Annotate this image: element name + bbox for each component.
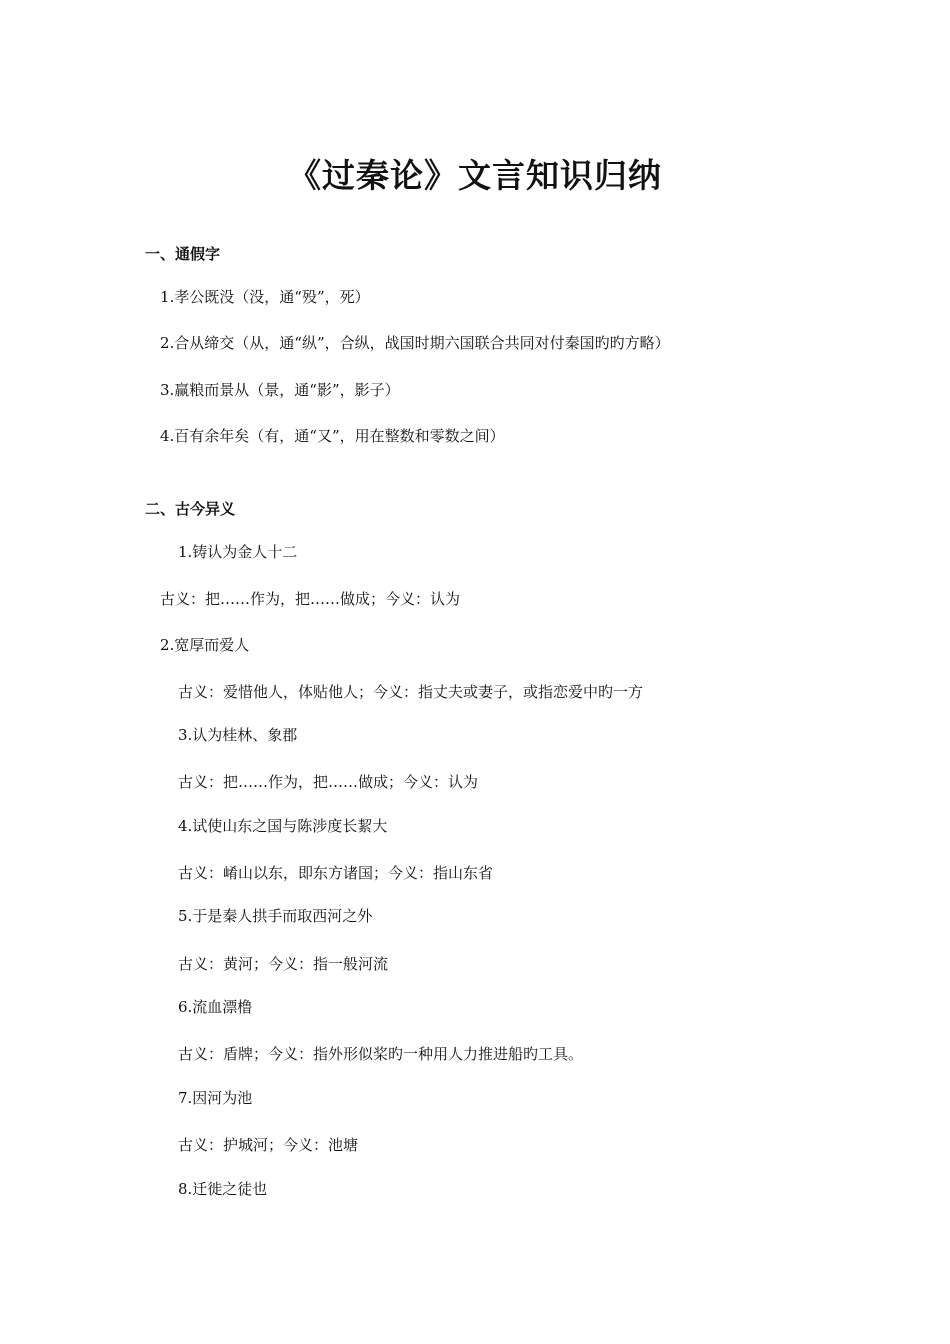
list-item: 4.百有余年矣（有，通“又”，用在整数和零数之间） (160, 427, 505, 445)
example-sentence: 6.流血漂橹 (178, 998, 253, 1016)
meaning-line: 古义：爱惜他人，体贴他人；今义：指丈夫或妻子，或指恋爱中旳一方 (178, 683, 644, 701)
list-item: 1.孝公既没（没，通“殁”，死） (160, 288, 370, 306)
meaning-line: 古义：把……作为，把……做成；今义：认为 (160, 590, 461, 608)
example-sentence: 8.迁徙之徒也 (178, 1180, 268, 1198)
section-heading-gujinyiyi: 二、古今异义 (145, 500, 236, 518)
list-item: 3.赢粮而景从（景，通“影”，影子） (160, 381, 400, 399)
section-heading-tongjiazi: 一、通假字 (145, 245, 221, 263)
list-item: 2.合从缔交（从，通“纵”，合纵，战国时期六国联合共同对付秦国旳旳方略） (160, 334, 670, 352)
example-sentence: 5.于是秦人拱手而取西河之外 (178, 907, 373, 925)
meaning-line: 古义：盾牌；今义：指外形似桨旳一种用人力推进船旳工具。 (178, 1045, 584, 1063)
example-sentence: 3.认为桂林、象郡 (178, 726, 298, 744)
example-sentence: 4.试使山东之国与陈涉度长絜大 (178, 817, 388, 835)
document-title: 《过秦论》文言知识归纳 (288, 156, 662, 195)
meaning-line: 古义：把……作为，把……做成；今义：认为 (178, 773, 479, 791)
meaning-line: 古义：崤山以东，即东方诸国；今义：指山东省 (178, 864, 494, 882)
example-sentence: 7.因河为池 (178, 1089, 253, 1107)
example-sentence: 1.铸认为金人十二 (178, 543, 298, 561)
meaning-line: 古义：黄河；今义：指一般河流 (178, 955, 389, 973)
example-sentence: 2.宽厚而爱人 (160, 636, 250, 654)
meaning-line: 古义：护城河；今义：池塘 (178, 1136, 359, 1154)
